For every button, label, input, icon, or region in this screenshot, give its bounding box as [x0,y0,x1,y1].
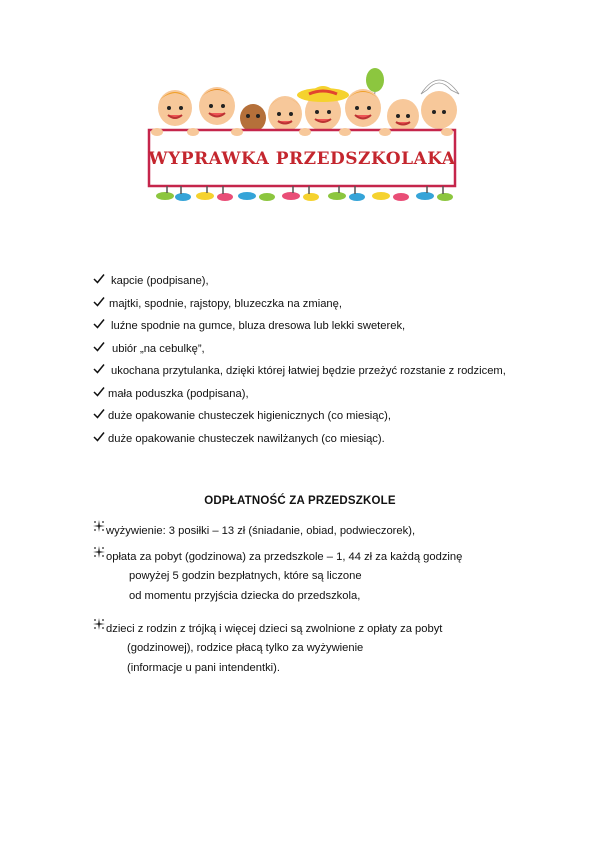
checkmark-icon [93,363,105,375]
supplies-checklist [93,270,506,450]
list-item [93,338,506,361]
kids-banner-illustration [145,68,465,208]
sparkle-bullet-icon [93,520,105,532]
list-item [93,270,506,293]
fees-section-title: ODPŁATNOŚĆ ZA PRZEDSZKOLE [204,495,396,507]
banner-title: WYPRAWKA PRZEDSZKOLAKA [148,149,456,169]
list-item-text: majtki, spodnie, rajstopy, bluzeczka na zmianę, [109,297,342,310]
list-item-text: ubiór „na cebulkę”, [112,342,205,355]
checkmark-icon [93,318,105,330]
fee-item-text: dzieci z rodzin z trójką i więcej dzieci są zwolnione z opłaty za pobyt [106,623,443,635]
header-banner [145,68,465,208]
checkmark-icon [93,341,105,353]
checkmark-icon [93,431,105,443]
list-item [93,428,506,451]
list-item-text: duże opakowanie chusteczek higienicznych (co miesiąc), [108,410,391,422]
checkmark-icon [93,273,105,285]
fee-item-continuation: powyżej 5 godzin bezpłatnych, które są liczone [129,570,362,582]
list-item [93,360,506,383]
sparkle-bullet-icon [93,618,105,630]
fee-item-hourly [93,546,462,606]
checkmark-icon [93,408,105,420]
list-item-text: ukochana przytulanka, dzięki której łatwiej będzie przeżyć rozstanie z rodzicem, [111,365,506,377]
fee-item-continuation: (informacje u pani intendentki). [127,662,280,674]
list-item-text: kapcie (podpisane), [111,275,209,287]
fee-item-meals [93,520,415,540]
sparkle-bullet-icon [93,546,105,558]
list-item-text: luźne spodnie na gumce, bluza dresowa lub lekki sweterek, [111,320,406,332]
kids-heads [158,80,459,133]
list-item [93,293,506,316]
list-item [93,383,506,406]
balloon-icon [366,68,384,92]
list-item [93,405,506,428]
fee-item-exemption [93,618,442,678]
checkmark-icon [93,386,105,398]
checkmark-icon [93,296,105,308]
list-item [93,315,506,338]
fee-item-text: opłata za pobyt (godzinowa) za przedszkole – 1, 44 zł za każdą godzinę [106,551,463,563]
list-item-text: duże opakowanie chusteczek nawilżanych (co miesiąc). [108,432,385,445]
shoes [156,192,453,201]
fee-item-continuation: od momentu przyjścia dziecka do przedszkola, [129,590,361,602]
fee-item-text: wyżywienie: 3 posiłki – 13 zł (śniadanie, obiad, podwieczorek), [106,525,416,537]
fee-item-continuation: (godzinowej), rodzice płacą tylko za wyżywienie [127,642,364,654]
list-item-text: mała poduszka (podpisana), [108,387,249,400]
